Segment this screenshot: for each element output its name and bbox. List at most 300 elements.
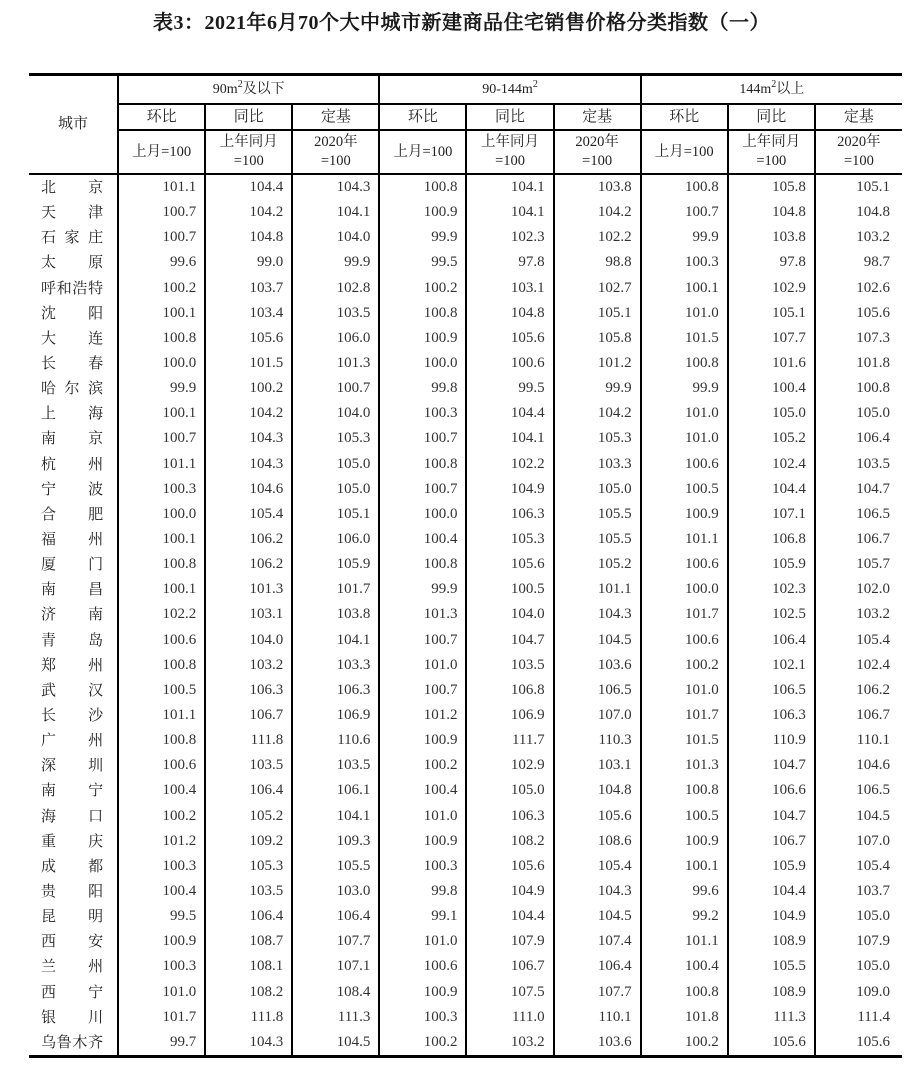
index-value: 100.9 (641, 829, 728, 854)
index-value: 100.6 (118, 628, 205, 653)
base-header (292, 130, 379, 174)
index-value: 101.8 (641, 1005, 728, 1030)
index-value: 101.7 (641, 602, 728, 627)
base-header (118, 130, 205, 174)
index-value: 100.8 (379, 552, 466, 577)
index-value: 106.8 (728, 527, 815, 552)
index-value: 106.4 (292, 904, 379, 929)
index-value: 103.1 (466, 276, 553, 301)
city-name: 天津 (41, 203, 104, 222)
index-value: 106.7 (815, 527, 902, 552)
index-value: 103.2 (815, 225, 902, 250)
table-row (29, 653, 902, 678)
index-value: 100.3 (641, 250, 728, 275)
index-value: 101.0 (641, 678, 728, 703)
city-name: 南宁 (41, 781, 104, 800)
index-value: 105.0 (815, 401, 902, 426)
index-value: 102.0 (815, 577, 902, 602)
city-name: 西安 (41, 932, 104, 951)
index-value: 100.8 (118, 552, 205, 577)
index-value: 103.6 (554, 1030, 641, 1057)
index-value: 103.8 (292, 602, 379, 627)
index-value: 105.6 (815, 1030, 902, 1057)
index-value: 105.0 (466, 778, 553, 803)
index-value: 104.2 (205, 200, 292, 225)
index-value: 100.4 (379, 527, 466, 552)
index-value: 101.3 (292, 351, 379, 376)
index-value: 103.5 (815, 452, 902, 477)
index-value: 104.9 (466, 879, 553, 904)
index-value: 99.1 (379, 904, 466, 929)
index-value: 106.4 (728, 628, 815, 653)
index-value: 104.0 (466, 602, 553, 627)
index-value: 103.3 (554, 452, 641, 477)
index-value: 105.3 (292, 426, 379, 451)
index-value: 104.5 (554, 904, 641, 929)
table-row (29, 854, 902, 879)
index-value: 101.6 (728, 351, 815, 376)
index-value: 111.3 (728, 1005, 815, 1030)
index-value: 99.6 (118, 250, 205, 275)
index-value: 100.6 (118, 753, 205, 778)
base-header-line1: 上年同月 (742, 134, 801, 150)
index-value: 104.5 (292, 1030, 379, 1057)
table-row (29, 602, 902, 627)
index-value: 107.1 (728, 502, 815, 527)
index-value: 104.2 (554, 200, 641, 225)
index-value: 106.2 (205, 552, 292, 577)
base-header-line2: =100 (756, 153, 787, 169)
index-value: 104.6 (205, 477, 292, 502)
index-value: 103.6 (554, 653, 641, 678)
index-value: 99.9 (292, 250, 379, 275)
index-value: 100.7 (379, 477, 466, 502)
index-value: 101.1 (118, 703, 205, 728)
index-value: 111.3 (292, 1005, 379, 1030)
index-value: 103.7 (205, 276, 292, 301)
index-value: 105.5 (292, 854, 379, 879)
index-value: 102.1 (728, 653, 815, 678)
base-header (379, 130, 466, 174)
index-value: 106.2 (815, 678, 902, 703)
index-value: 101.0 (641, 426, 728, 451)
index-value: 104.6 (815, 753, 902, 778)
index-value: 105.2 (205, 804, 292, 829)
subheader-yoy: 同比 (728, 104, 815, 130)
index-value: 102.3 (466, 225, 553, 250)
index-value: 110.6 (292, 728, 379, 753)
index-value: 100.7 (379, 426, 466, 451)
table-row (29, 301, 902, 326)
index-value: 111.8 (205, 1005, 292, 1030)
index-value: 111.8 (205, 728, 292, 753)
index-value: 102.5 (728, 602, 815, 627)
base-header (205, 130, 292, 174)
table-row (29, 276, 902, 301)
index-value: 100.7 (379, 628, 466, 653)
index-value: 105.1 (292, 502, 379, 527)
index-value: 104.9 (466, 477, 553, 502)
index-value: 100.2 (118, 276, 205, 301)
index-value: 105.2 (728, 426, 815, 451)
index-value: 106.8 (466, 678, 553, 703)
index-value: 102.9 (466, 753, 553, 778)
index-value: 100.6 (641, 552, 728, 577)
index-value: 107.0 (554, 703, 641, 728)
index-value: 101.1 (641, 929, 728, 954)
base-header (466, 130, 553, 174)
index-value: 107.4 (554, 929, 641, 954)
index-value: 100.2 (205, 376, 292, 401)
city-name: 福州 (41, 530, 104, 549)
index-value: 101.7 (292, 577, 379, 602)
index-value: 100.9 (118, 929, 205, 954)
index-value: 105.1 (728, 301, 815, 326)
index-value: 108.9 (728, 980, 815, 1005)
index-value: 100.7 (118, 426, 205, 451)
index-value: 106.5 (815, 502, 902, 527)
index-value: 100.8 (379, 301, 466, 326)
city-name: 厦门 (41, 555, 104, 574)
city-name: 上海 (41, 404, 104, 423)
index-value: 100.9 (379, 326, 466, 351)
index-value: 100.4 (641, 954, 728, 979)
index-value: 106.6 (728, 778, 815, 803)
index-value: 100.5 (466, 577, 553, 602)
index-value: 104.4 (466, 904, 553, 929)
city-name: 哈尔滨 (41, 379, 104, 398)
index-value: 104.4 (205, 174, 292, 200)
table-row (29, 401, 902, 426)
index-value: 97.8 (466, 250, 553, 275)
index-value: 104.3 (205, 452, 292, 477)
index-value: 106.7 (466, 954, 553, 979)
index-value: 100.6 (641, 452, 728, 477)
index-value: 105.6 (466, 552, 553, 577)
index-value: 100.7 (118, 200, 205, 225)
city-name: 杭州 (41, 454, 104, 473)
index-value: 100.7 (292, 376, 379, 401)
index-value: 100.7 (641, 200, 728, 225)
city-name: 南昌 (41, 580, 104, 599)
index-value: 103.0 (292, 879, 379, 904)
index-value: 107.7 (292, 929, 379, 954)
index-value: 104.7 (728, 804, 815, 829)
index-value: 100.8 (641, 351, 728, 376)
index-value: 99.5 (118, 904, 205, 929)
table-row (29, 1005, 902, 1030)
index-value: 106.3 (205, 678, 292, 703)
base-header-line1: 上年同月 (481, 134, 540, 150)
city-name: 贵阳 (41, 882, 104, 900)
index-value: 103.4 (205, 301, 292, 326)
table-row (29, 980, 902, 1005)
index-value: 107.5 (466, 980, 553, 1005)
index-value: 102.4 (728, 452, 815, 477)
index-value: 101.0 (379, 929, 466, 954)
index-value: 100.3 (118, 854, 205, 879)
index-value: 105.3 (554, 426, 641, 451)
index-value: 105.5 (554, 527, 641, 552)
index-value: 100.1 (118, 401, 205, 426)
city-name: 太原 (41, 253, 104, 272)
table-row (29, 778, 902, 803)
index-value: 104.0 (292, 401, 379, 426)
index-value: 103.1 (554, 753, 641, 778)
index-value: 104.1 (292, 628, 379, 653)
index-value: 100.8 (379, 452, 466, 477)
index-value: 100.0 (641, 577, 728, 602)
index-value: 110.1 (815, 728, 902, 753)
table-row (29, 728, 902, 753)
table-row (29, 200, 902, 225)
index-value: 101.2 (379, 703, 466, 728)
index-value: 105.9 (728, 854, 815, 879)
index-value: 104.1 (466, 200, 553, 225)
table-row (29, 477, 902, 502)
index-value: 107.3 (815, 326, 902, 351)
index-value: 104.3 (292, 174, 379, 200)
index-value: 106.7 (815, 703, 902, 728)
index-value: 106.7 (728, 829, 815, 854)
index-value: 106.4 (205, 778, 292, 803)
index-value: 100.3 (379, 854, 466, 879)
index-value: 101.0 (379, 653, 466, 678)
index-value: 100.9 (379, 829, 466, 854)
index-value: 101.0 (118, 980, 205, 1005)
table-row (29, 225, 902, 250)
index-value: 103.5 (292, 753, 379, 778)
index-value: 100.4 (728, 376, 815, 401)
city-name: 郑州 (41, 655, 104, 674)
index-value: 100.1 (118, 577, 205, 602)
index-value: 100.8 (641, 980, 728, 1005)
table-row (29, 703, 902, 728)
index-value: 107.0 (815, 829, 902, 854)
index-value: 100.6 (641, 628, 728, 653)
index-value: 105.0 (292, 452, 379, 477)
index-value: 100.8 (641, 174, 728, 200)
base-header-line1: 上月=100 (132, 143, 192, 160)
index-value: 105.6 (205, 326, 292, 351)
index-value: 108.6 (554, 829, 641, 854)
city-name: 成都 (41, 856, 104, 875)
city-name: 武汉 (41, 680, 104, 699)
index-value: 100.2 (118, 804, 205, 829)
index-value: 106.3 (728, 703, 815, 728)
index-value: 103.1 (205, 602, 292, 627)
base-header-line1: 上月=100 (393, 143, 453, 160)
index-value: 100.3 (118, 477, 205, 502)
index-value: 104.8 (205, 225, 292, 250)
index-value: 100.3 (118, 954, 205, 979)
index-value: 100.1 (118, 301, 205, 326)
index-value: 105.9 (292, 552, 379, 577)
index-value: 101.3 (205, 577, 292, 602)
index-value: 100.2 (379, 753, 466, 778)
index-value: 106.5 (554, 678, 641, 703)
index-value: 99.9 (641, 225, 728, 250)
index-value: 100.8 (118, 653, 205, 678)
index-value: 105.3 (466, 527, 553, 552)
index-value: 102.2 (118, 602, 205, 627)
index-value: 105.0 (815, 904, 902, 929)
index-value: 101.0 (379, 804, 466, 829)
index-value: 98.7 (815, 250, 902, 275)
index-value: 100.4 (118, 879, 205, 904)
index-value: 106.1 (292, 778, 379, 803)
index-value: 98.8 (554, 250, 641, 275)
subheader-fixed: 定基 (815, 104, 902, 130)
index-value: 106.4 (815, 426, 902, 451)
table-row (29, 904, 902, 929)
index-value: 99.9 (379, 577, 466, 602)
index-value: 105.3 (205, 854, 292, 879)
index-value: 100.9 (641, 502, 728, 527)
city-name: 银川 (41, 1007, 104, 1026)
index-value: 100.0 (379, 502, 466, 527)
index-value: 100.4 (379, 778, 466, 803)
index-value: 101.7 (118, 1005, 205, 1030)
index-value: 103.8 (554, 174, 641, 200)
table-row (29, 250, 902, 275)
index-value: 99.9 (641, 376, 728, 401)
index-value: 99.7 (118, 1030, 205, 1057)
index-value: 103.3 (292, 653, 379, 678)
index-value: 104.8 (728, 200, 815, 225)
index-value: 105.0 (292, 477, 379, 502)
table-row (29, 552, 902, 577)
index-value: 109.3 (292, 829, 379, 854)
index-value: 104.8 (466, 301, 553, 326)
table-row (29, 426, 902, 451)
subheader-yoy: 同比 (466, 104, 553, 130)
index-value: 100.0 (379, 351, 466, 376)
index-value: 104.7 (728, 753, 815, 778)
index-value: 106.3 (466, 502, 553, 527)
index-value: 99.9 (379, 225, 466, 250)
index-value: 102.2 (466, 452, 553, 477)
city-name: 北京 (29, 174, 118, 200)
index-value: 102.3 (728, 577, 815, 602)
index-value: 100.3 (379, 1005, 466, 1030)
index-value: 111.4 (815, 1005, 902, 1030)
base-header-line1: 上年同月 (219, 134, 278, 150)
city-name: 南京 (41, 429, 104, 448)
base-header-line2: =100 (582, 153, 613, 169)
index-value: 107.7 (728, 326, 815, 351)
index-value: 100.8 (641, 778, 728, 803)
index-value: 105.0 (554, 477, 641, 502)
index-value: 104.2 (205, 401, 292, 426)
subheader-mom: 环比 (641, 104, 728, 130)
index-value: 100.1 (641, 276, 728, 301)
base-header-line1: 上月=100 (654, 143, 714, 160)
base-header (815, 130, 902, 174)
index-value: 100.8 (118, 326, 205, 351)
base-header-line2: =100 (233, 153, 264, 169)
table-row (29, 954, 902, 979)
index-value: 104.2 (554, 401, 641, 426)
city-name: 兰州 (41, 957, 104, 976)
index-value: 100.2 (641, 653, 728, 678)
index-value: 104.4 (466, 401, 553, 426)
index-value: 103.8 (728, 225, 815, 250)
index-value: 101.5 (205, 351, 292, 376)
index-value: 107.9 (815, 929, 902, 954)
index-value: 104.5 (815, 804, 902, 829)
index-value: 100.1 (118, 527, 205, 552)
table-row (29, 351, 902, 376)
index-value: 101.5 (641, 326, 728, 351)
index-value: 104.8 (554, 778, 641, 803)
index-value: 104.0 (292, 225, 379, 250)
subheader-yoy: 同比 (205, 104, 292, 130)
city-name: 海口 (41, 806, 104, 825)
index-value: 104.9 (728, 904, 815, 929)
city-name: 合肥 (41, 504, 104, 523)
index-value: 106.0 (292, 527, 379, 552)
index-value: 100.8 (118, 728, 205, 753)
index-value: 104.3 (205, 426, 292, 451)
index-value: 105.0 (815, 954, 902, 979)
index-value: 105.4 (815, 854, 902, 879)
city-name: 长沙 (41, 706, 104, 725)
index-value: 105.5 (728, 954, 815, 979)
index-value: 101.7 (641, 703, 728, 728)
base-header-line1: 2020年 (314, 134, 358, 150)
index-value: 106.4 (205, 904, 292, 929)
subheader-mom: 环比 (379, 104, 466, 130)
index-value: 101.8 (815, 351, 902, 376)
index-value: 105.6 (466, 854, 553, 879)
index-value: 106.3 (466, 804, 553, 829)
index-value: 105.6 (728, 1030, 815, 1057)
base-header-line1: 2020年 (837, 134, 881, 150)
city-name: 大连 (41, 328, 104, 347)
index-value: 100.9 (379, 728, 466, 753)
table-row (29, 829, 902, 854)
price-index-table (29, 73, 902, 1058)
index-value: 111.7 (466, 728, 553, 753)
base-header-line2: =100 (843, 153, 874, 169)
index-value: 102.7 (554, 276, 641, 301)
city-name: 青岛 (41, 630, 104, 649)
index-value: 106.5 (728, 678, 815, 703)
index-value: 105.8 (728, 174, 815, 200)
index-value: 100.0 (118, 502, 205, 527)
table-row (29, 502, 902, 527)
index-value: 97.8 (728, 250, 815, 275)
index-value: 105.1 (554, 301, 641, 326)
index-value: 104.7 (466, 628, 553, 653)
index-value: 100.3 (379, 401, 466, 426)
table-body (29, 174, 902, 1056)
index-value: 103.5 (466, 653, 553, 678)
index-value: 105.8 (554, 326, 641, 351)
table-row (29, 804, 902, 829)
city-name: 乌鲁木齐 (29, 1030, 118, 1057)
index-value: 105.9 (728, 552, 815, 577)
index-value: 104.1 (466, 426, 553, 451)
index-value: 99.8 (379, 376, 466, 401)
table-row (29, 879, 902, 904)
index-value: 103.2 (205, 653, 292, 678)
index-value: 104.5 (554, 628, 641, 653)
index-value: 100.4 (118, 778, 205, 803)
index-value: 105.2 (554, 552, 641, 577)
table-header (29, 75, 902, 175)
